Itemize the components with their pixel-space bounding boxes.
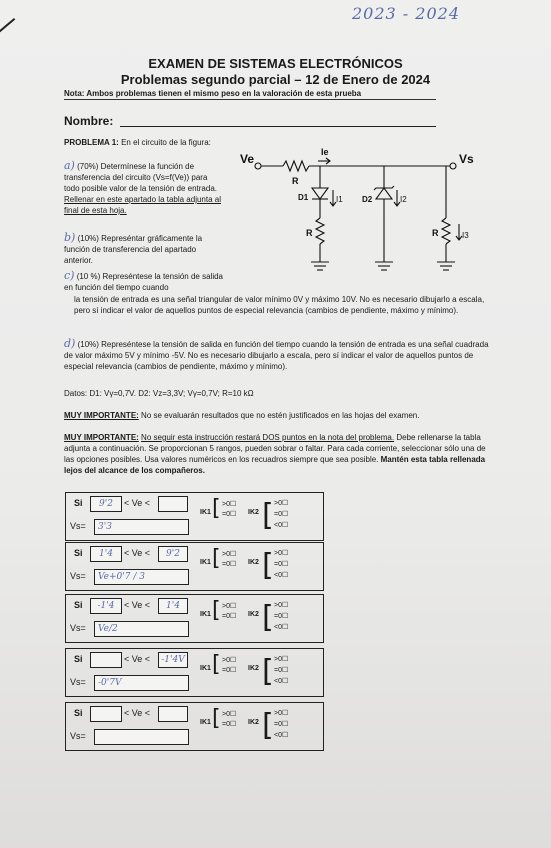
vs-input[interactable]: Ve/2 bbox=[94, 621, 189, 637]
output-terminal bbox=[450, 163, 456, 169]
ik2-option-positive[interactable]: >0☐ bbox=[274, 602, 289, 609]
ik1-option-zero[interactable]: =0☐ bbox=[222, 511, 237, 518]
table-row bbox=[65, 542, 324, 591]
brace: [ bbox=[262, 498, 274, 533]
ik2-label: IK2 bbox=[248, 719, 259, 726]
table-row bbox=[65, 594, 324, 643]
ik2-option-positive[interactable]: >0☐ bbox=[274, 500, 289, 507]
ik2-option-negative[interactable]: <0☐ bbox=[274, 522, 289, 529]
important-text: No se evaluarán resultados que no estén justificados en las hojas del examen. bbox=[141, 411, 420, 420]
exam-subtitle: Problemas segundo parcial – 12 de Enero de 2024 bbox=[120, 72, 431, 87]
problem-heading bbox=[64, 138, 211, 147]
si-label: Si bbox=[74, 708, 83, 718]
series-resistor bbox=[283, 161, 309, 171]
ik1-label: IK1 bbox=[200, 719, 211, 726]
vs-label: Vs= bbox=[70, 731, 86, 741]
range-low-input[interactable]: -1'4 bbox=[90, 598, 122, 614]
ik1-option-positive[interactable]: >0☐ bbox=[222, 711, 237, 718]
part-d bbox=[64, 338, 492, 372]
ik2-option-zero[interactable]: =0☐ bbox=[274, 721, 289, 728]
brace: [ bbox=[212, 706, 221, 731]
range-low-input[interactable]: 1'4 bbox=[90, 546, 122, 562]
circuit-diagram bbox=[236, 132, 486, 282]
part-c-marker: c) bbox=[64, 269, 75, 282]
given-data: Datos: D1: Vγ=0,7V. D2: Vz=3,3V; Vγ=0,7V; R=10 kΩ bbox=[64, 389, 254, 398]
vs-input[interactable]: Ve+0'7 / 3 bbox=[94, 569, 189, 585]
ik1-option-zero[interactable]: =0☐ bbox=[222, 613, 237, 620]
ik1-option-zero[interactable]: =0☐ bbox=[222, 667, 237, 674]
si-label: Si bbox=[74, 548, 83, 558]
ik2-label: IK2 bbox=[248, 509, 259, 516]
part-b-text: (10%) Represéntar gráficamente la función de transferencia del apartado anterior. bbox=[64, 234, 203, 265]
brace: [ bbox=[262, 654, 274, 689]
exam-title: EXAMEN DE SISTEMAS ELECTRÓNICOS bbox=[148, 56, 403, 71]
range-low-input[interactable] bbox=[90, 652, 122, 668]
zener-d2 bbox=[376, 188, 392, 199]
vs-input[interactable] bbox=[94, 729, 189, 745]
resistor-r3 bbox=[442, 218, 450, 244]
part-c-text-1: (10 %) Represéntese la tensión de salida en función del tiempo cuando bbox=[64, 272, 223, 292]
ik2-option-positive[interactable]: >0☐ bbox=[274, 710, 289, 717]
ik1-label: IK1 bbox=[200, 611, 211, 618]
range-low-input[interactable] bbox=[90, 706, 122, 722]
table-row bbox=[65, 702, 324, 751]
brace: [ bbox=[262, 548, 274, 583]
vs-input[interactable]: -0'7V bbox=[94, 675, 189, 691]
label-ie: Ie bbox=[321, 147, 329, 157]
ik1-label: IK1 bbox=[200, 509, 211, 516]
important-tail: Mantén esta tabla rellenada lejos del alcance de los compañeros. bbox=[64, 455, 486, 475]
brace: [ bbox=[212, 496, 221, 521]
range-high-input[interactable]: -1'4V bbox=[158, 652, 188, 668]
important-label: MUY IMPORTANTE: bbox=[64, 433, 139, 442]
ik2-option-positive[interactable]: >0☐ bbox=[274, 656, 289, 663]
ik1-label: IK1 bbox=[200, 665, 211, 672]
range-high-input[interactable]: 9'2 bbox=[158, 546, 188, 562]
part-a bbox=[64, 160, 224, 216]
label-i3: I3 bbox=[462, 231, 469, 240]
ik1-option-positive[interactable]: >0☐ bbox=[222, 501, 237, 508]
brace: [ bbox=[262, 600, 274, 635]
part-a-instruction: Rellenar en este apartado la tabla adjunta al final de esta hoja. bbox=[64, 195, 221, 215]
brace: [ bbox=[262, 708, 274, 743]
ik2-option-negative[interactable]: <0☐ bbox=[274, 624, 289, 631]
range-high-input[interactable]: 1'4 bbox=[158, 598, 188, 614]
brace: [ bbox=[212, 598, 221, 623]
si-label: Si bbox=[74, 654, 83, 664]
pen-stroke-mark bbox=[0, 18, 15, 45]
label-r-series: R bbox=[292, 176, 299, 186]
label-r3: R bbox=[432, 228, 439, 238]
range-low-input[interactable]: 9'2 bbox=[90, 496, 122, 512]
ik2-option-negative[interactable]: <0☐ bbox=[274, 678, 289, 685]
part-b bbox=[64, 232, 224, 266]
part-a-marker: a) bbox=[64, 159, 75, 172]
part-b-marker: b) bbox=[64, 231, 76, 244]
part-d-marker: d) bbox=[64, 337, 76, 350]
ik2-label: IK2 bbox=[248, 559, 259, 566]
handwritten-year: 2023 - 2024 bbox=[352, 4, 461, 23]
brace: [ bbox=[212, 546, 221, 571]
label-i1: I1 bbox=[336, 195, 343, 204]
ik2-option-zero[interactable]: =0☐ bbox=[274, 613, 289, 620]
ik2-option-negative[interactable]: <0☐ bbox=[274, 572, 289, 579]
range-operator: < Ve < bbox=[124, 654, 151, 664]
vs-label: Vs= bbox=[70, 623, 86, 633]
ik1-label: IK1 bbox=[200, 559, 211, 566]
si-label: Si bbox=[74, 600, 83, 610]
range-operator: < Ve < bbox=[124, 600, 151, 610]
ik1-option-zero[interactable]: =0☐ bbox=[222, 721, 237, 728]
vs-input[interactable]: 3'3 bbox=[94, 519, 189, 535]
label-ve: Ve bbox=[240, 152, 255, 166]
part-d-text: (10%) Represéntese la tensión de salida en función del tiempo cuando la tensión de entrada es una señal cuadrada de valor máximo 5V y mínimo -5V. No es necesario dibujarlo a escala, pero sí indicar el valor de aquellos puntos de especial relevancia (cambios de pendiente, máximo y mínimo). bbox=[64, 340, 489, 371]
range-high-input[interactable] bbox=[158, 496, 188, 512]
ik1-option-positive[interactable]: >0☐ bbox=[222, 603, 237, 610]
label-vs: Vs bbox=[459, 152, 474, 166]
label-d2: D2 bbox=[362, 195, 373, 204]
ik2-label: IK2 bbox=[248, 611, 259, 618]
vs-label: Vs= bbox=[70, 571, 86, 581]
vs-label: Vs= bbox=[70, 677, 86, 687]
important-note-1 bbox=[64, 410, 494, 421]
table-row bbox=[65, 648, 324, 697]
name-label: Nombre: bbox=[64, 114, 114, 128]
problem-intro: En el circuito de la figura: bbox=[121, 138, 211, 147]
range-operator: < Ve < bbox=[124, 708, 151, 718]
range-high-input[interactable] bbox=[158, 706, 188, 722]
ik1-option-zero[interactable]: =0☐ bbox=[222, 561, 237, 568]
ik2-label: IK2 bbox=[248, 665, 259, 672]
exam-note: Nota: Ambos problemas tienen el mismo peso en la valoración de esta prueba bbox=[64, 89, 362, 98]
important-label: MUY IMPORTANTE: bbox=[64, 411, 139, 420]
range-operator: < Ve < bbox=[124, 498, 151, 508]
table-row bbox=[65, 492, 324, 541]
important-warning: No seguir esta instrucción restará DOS puntos en la nota del problema. bbox=[141, 433, 395, 442]
problem-number: PROBLEMA 1: bbox=[64, 138, 119, 147]
ik2-option-zero[interactable]: =0☐ bbox=[274, 667, 289, 674]
brace: [ bbox=[212, 652, 221, 677]
diode-d1 bbox=[312, 188, 328, 199]
ik2-option-positive[interactable]: >0☐ bbox=[274, 550, 289, 557]
ik1-option-positive[interactable]: >0☐ bbox=[222, 551, 237, 558]
part-c-text-2: la tensión de entrada es una señal triangular de valor mínimo 0V y máximo 10V. No es necesario dibujarlo a escala, pero sí indicar el valor de aquellos puntos de especial relevancia (cambios de pendiente, máximo y mínimo). bbox=[74, 295, 485, 315]
important-note-2 bbox=[64, 432, 494, 476]
divider bbox=[64, 99, 436, 100]
input-terminal bbox=[255, 163, 261, 169]
range-operator: < Ve < bbox=[124, 548, 151, 558]
important-text: Debe rellenarse la tabla adjunta a continuación. Se proporcionan 5 rangos, pueden sobrar o faltar. Para cada corriente, seleccionar sólo una de las opciones posibles. Usa valores numéricos en los recuadros siempre que sea posible. bbox=[64, 433, 486, 464]
part-a-text: (70%) Determínese la función de transferencia del circuito (Vs=f(Ve)) para todo posible valor de la tensión de entrada. bbox=[64, 162, 217, 193]
ik2-option-negative[interactable]: <0☐ bbox=[274, 732, 289, 739]
vs-label: Vs= bbox=[70, 521, 86, 531]
ik1-option-positive[interactable]: >0☐ bbox=[222, 657, 237, 664]
label-r1: R bbox=[306, 228, 313, 238]
label-d1: D1 bbox=[298, 193, 309, 202]
ik2-option-zero[interactable]: =0☐ bbox=[274, 561, 289, 568]
ik2-option-zero[interactable]: =0☐ bbox=[274, 511, 289, 518]
resistor-r1 bbox=[316, 218, 324, 244]
label-i2: I2 bbox=[400, 195, 407, 204]
name-field[interactable] bbox=[120, 126, 436, 127]
si-label: Si bbox=[74, 498, 83, 508]
part-c bbox=[64, 270, 224, 293]
